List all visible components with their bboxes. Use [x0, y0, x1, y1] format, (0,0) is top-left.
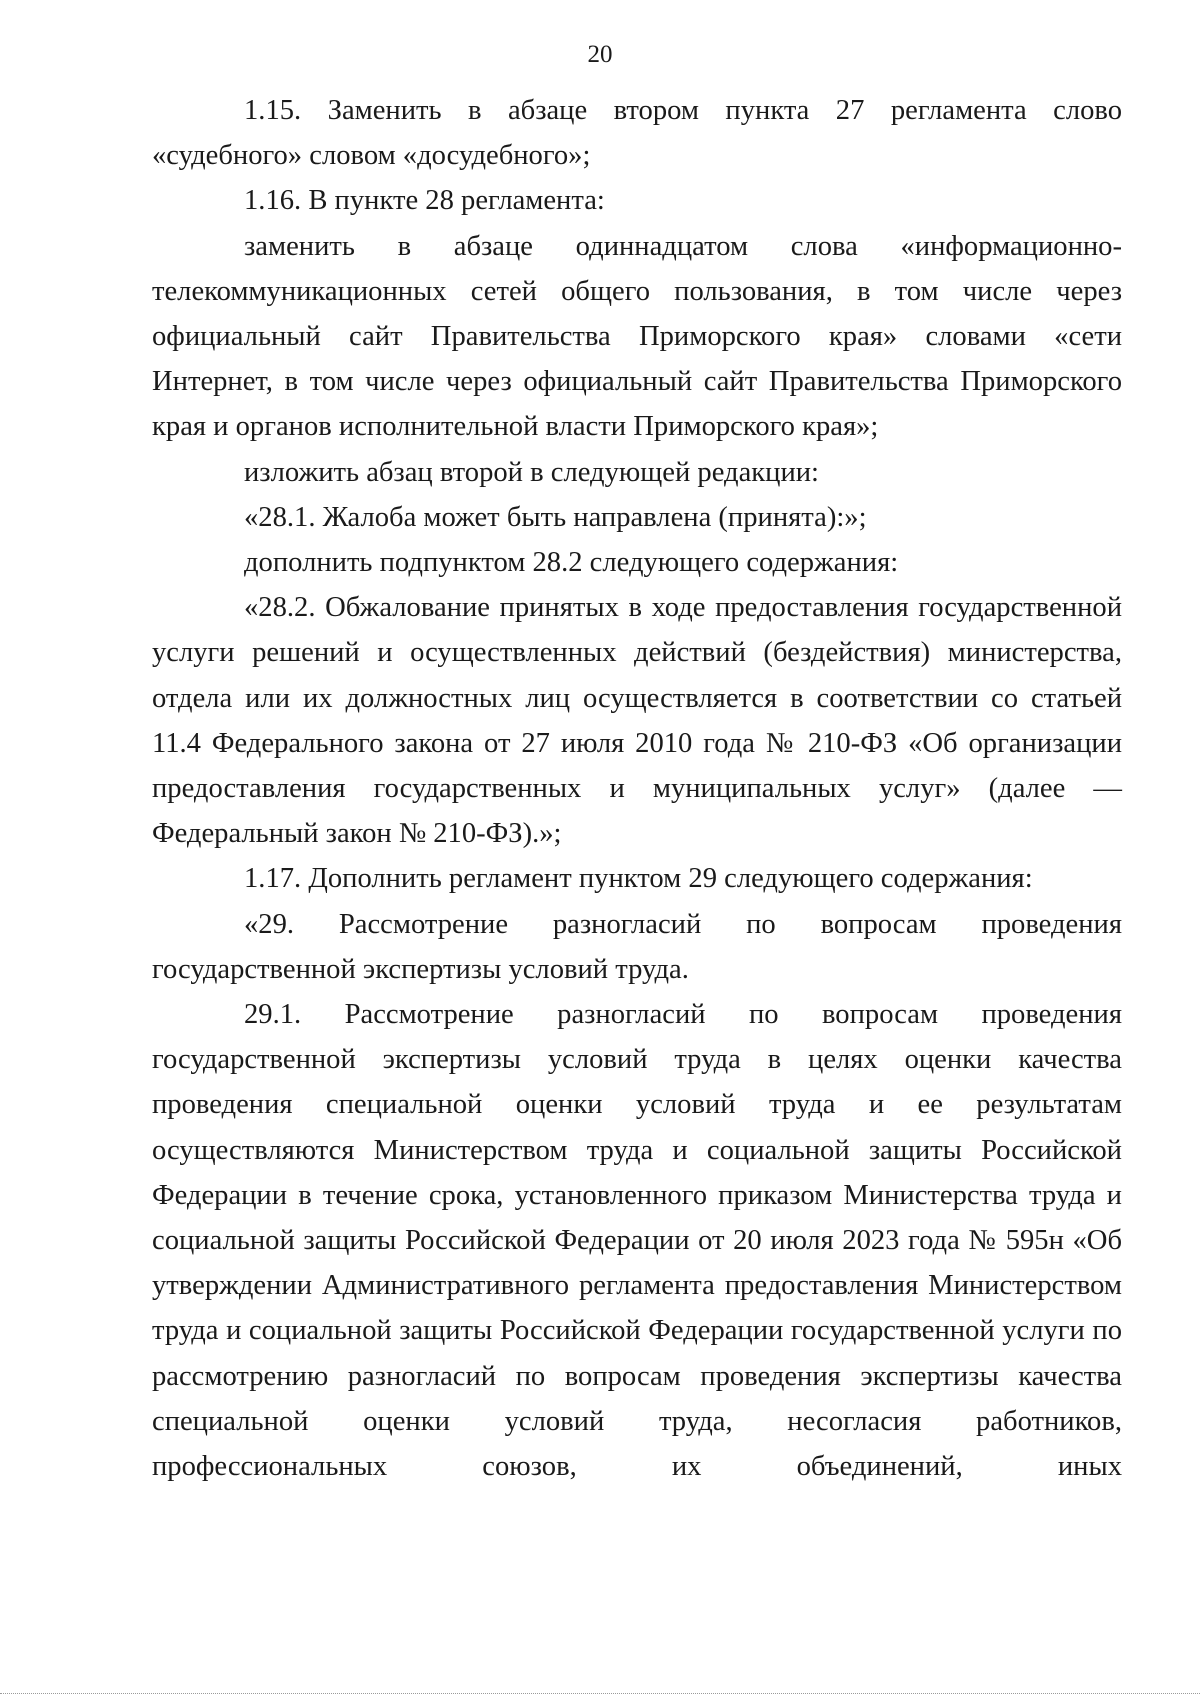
paragraph-29: «29. Рассмотрение разногласий по вопросам проведения государственной экспертизы условий труда. — [152, 908, 1122, 985]
paragraph-restate-second: изложить абзац второй в следующей редакции: — [244, 456, 820, 488]
paragraph-1-16: 1.16. В пункте 28 регламента: — [244, 185, 605, 217]
document-body — [152, 88, 1122, 1489]
paragraph-29-1: 29.1. Рассмотрение разногласий по вопросам проведения государственной экспертизы условий труда в целях оценки качества проведения специальной оценки условий труда и ее результатам осуществляются Министерством труда и социальной защиты Российской Федерации в течение срока, установленного приказом Министерства труда и социальной защиты Российской Федерации от 20 июля 2023 года № 595н «Об утверждении Административного регламента предоставления Министерством труда и социальной защиты Российской Федерации государственной услуги по рассмотрению разногласий по вопросам проведения экспертизы качества специальной оценки условий труда, несогласия работников, профессиональных союзов, их объединений, иных — [152, 999, 1122, 1483]
scan-edge-line — [0, 1693, 1200, 1694]
paragraph-replace-words: заменить в абзаце одиннадцатом слова «информационно-телекоммуникационных сетей общего пользования, в том числе через официальный сайт Правительства Приморского края» словами «сети Интернет, в том числе через официальный сайт Правительства Приморского края и органов исполнительной власти Приморского края»; — [152, 230, 1122, 443]
paragraph-1-15: 1.15. Заменить в абзаце втором пункта 27 регламента слово «судебного» словом «досудебного»; — [152, 95, 1122, 172]
paragraph-1-17: 1.17. Дополнить регламент пунктом 29 следующего содержания: — [244, 863, 1033, 895]
paragraph-28-2: «28.2. Обжалование принятых в ходе предоставления государственной услуги решений и осуществленных действий (бездействия) министерства, отдела или их должностных лиц осуществляется в соответствии со статьей 11.4 Федерального закона от 27 июля 2010 года № 210-ФЗ «Об организации предоставления государственных и муниципальных услуг» (далее — Федеральный закон № 210-ФЗ).»; — [152, 592, 1122, 850]
page-number: 20 — [587, 41, 613, 68]
paragraph-add-28-2: дополнить подпунктом 28.2 следующего содержания: — [244, 547, 899, 579]
paragraph-28-1: «28.1. Жалоба может быть направлена (принята):»; — [244, 501, 867, 533]
